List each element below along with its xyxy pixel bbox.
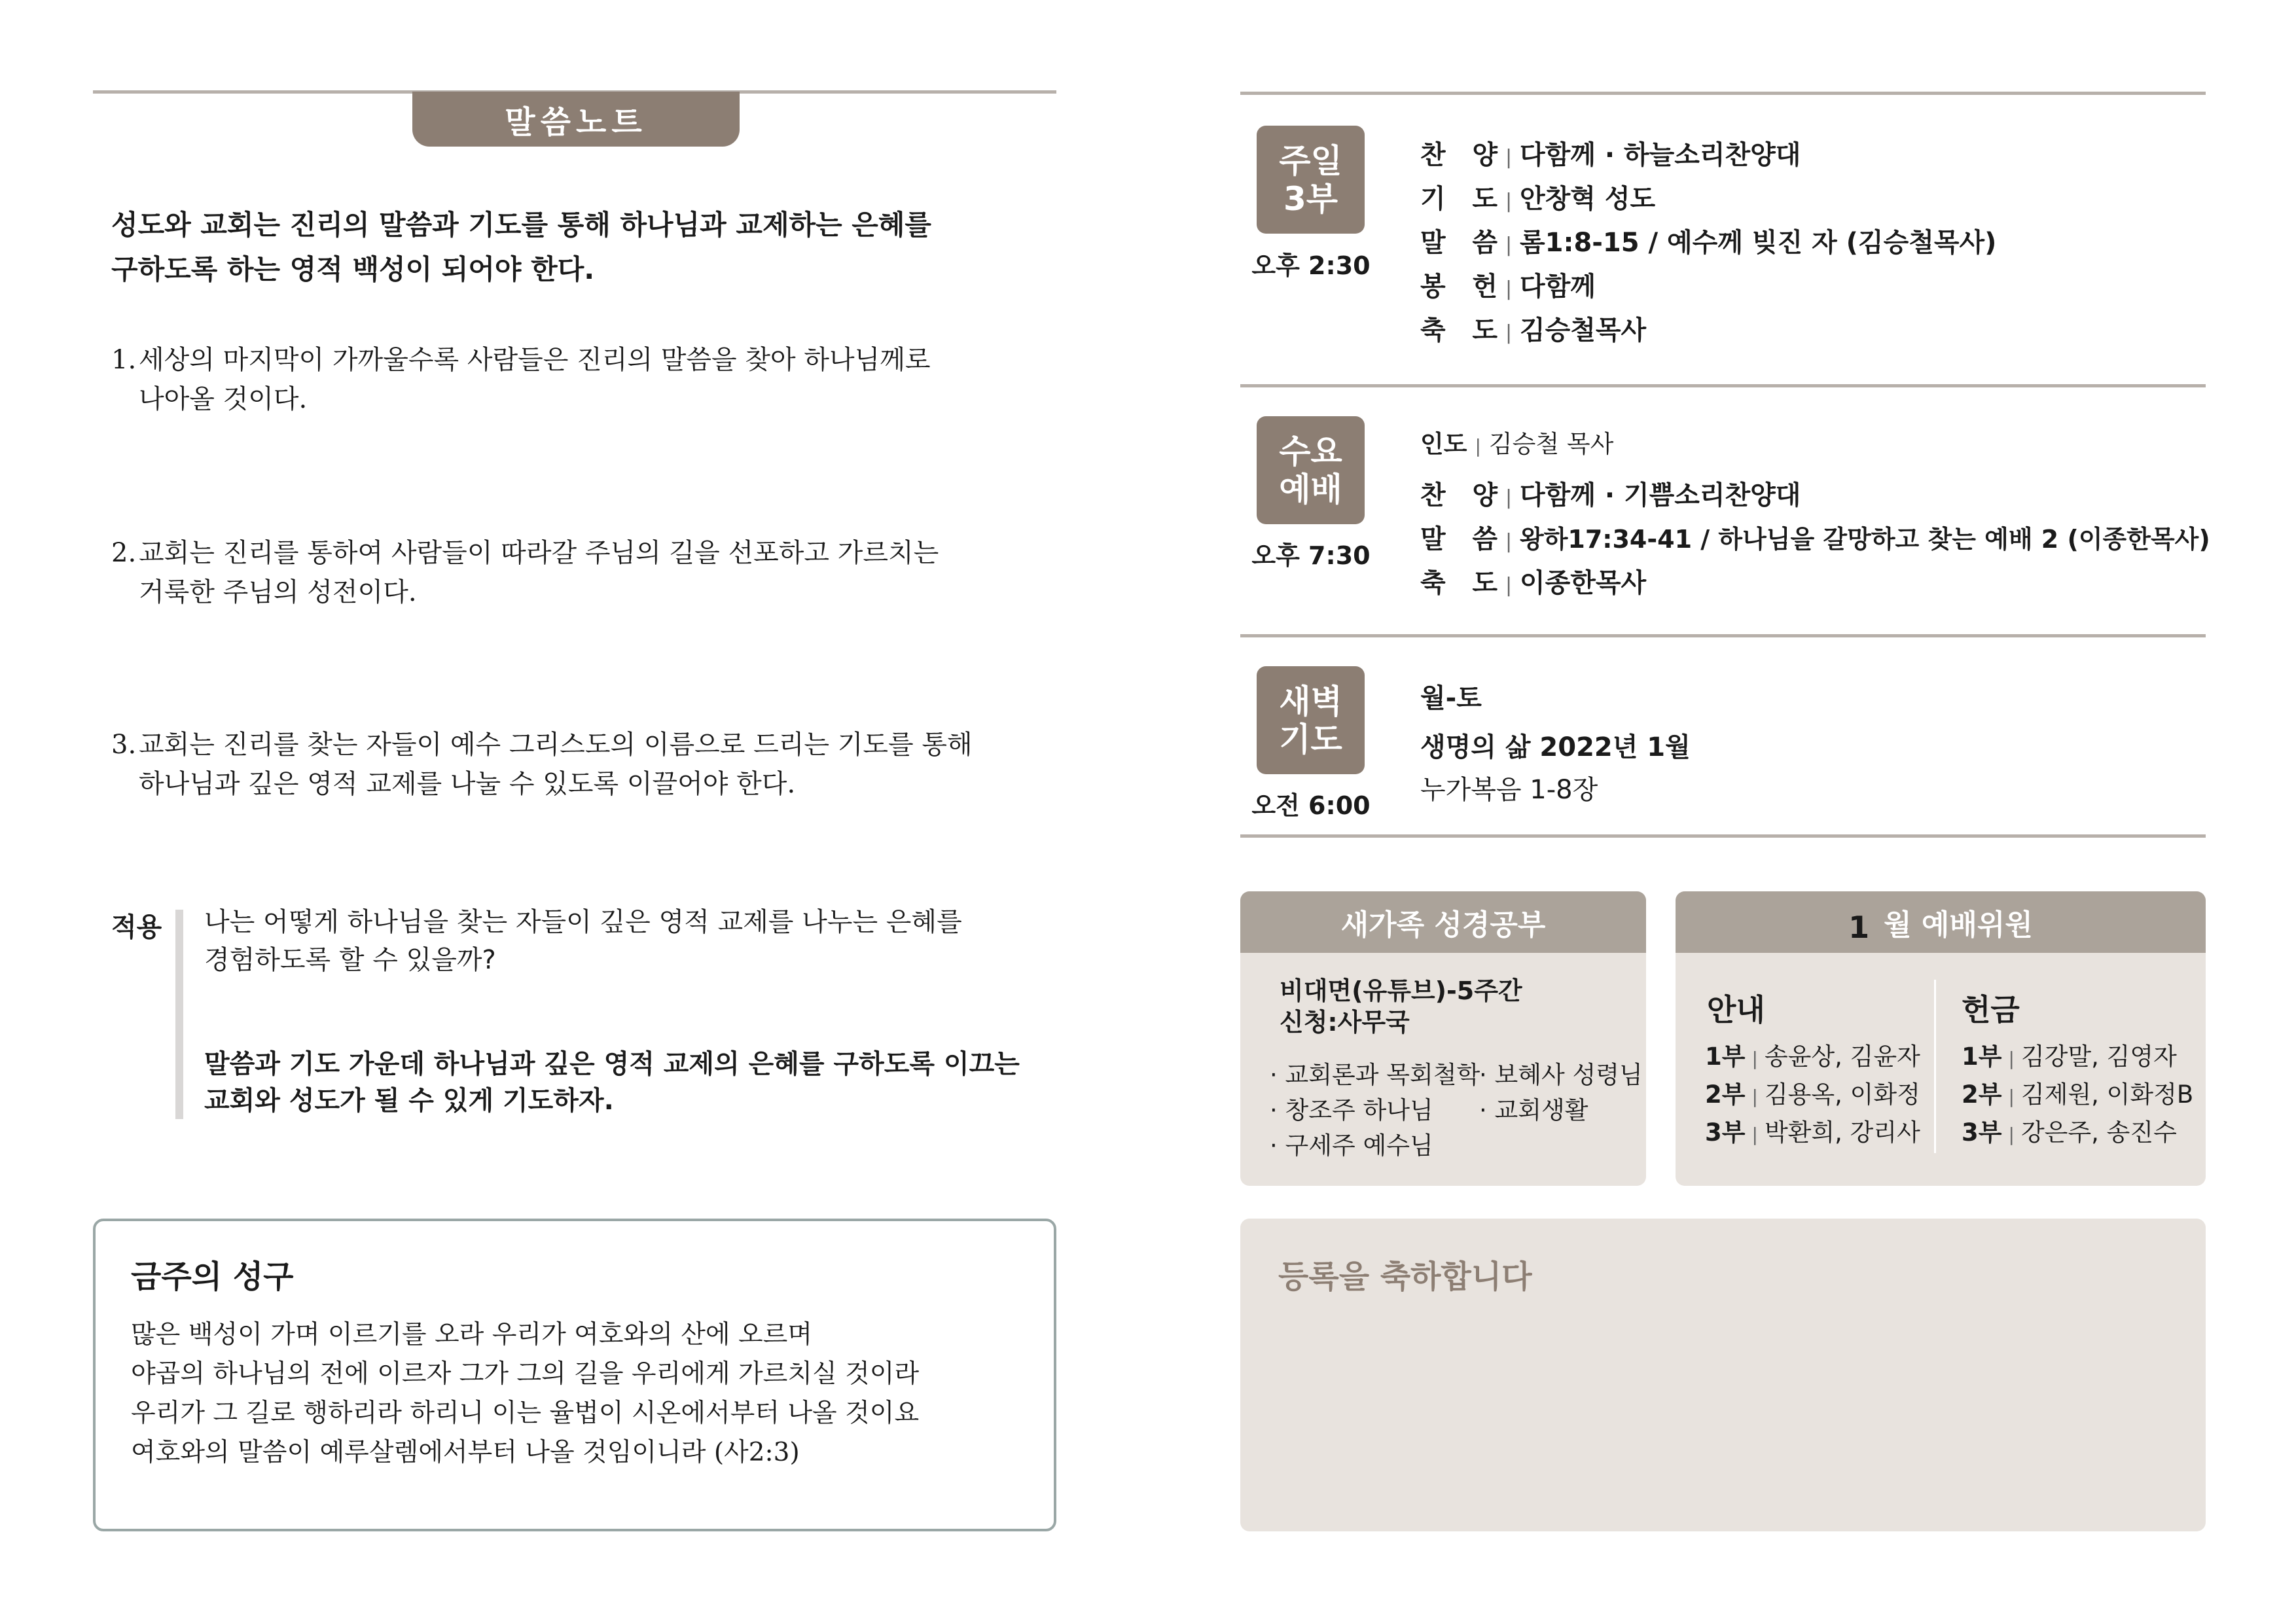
top-rule-right [1240, 92, 2206, 95]
member-names: 박환희, 강리사 [1764, 1118, 1920, 1147]
badge-line: 주일 [1279, 141, 1342, 180]
row-label-char: 봉 [1420, 272, 1446, 302]
part-label: 3부 [1962, 1118, 2002, 1147]
sunday-row-prayer [1420, 178, 1655, 215]
row-separator: | [1505, 190, 1513, 213]
point-line: 교회는 진리를 통하여 사람들이 따라갈 주님의 길을 선포하고 가르치는 [139, 538, 939, 568]
dawn-prayer-time: 오전 6:00 [1251, 791, 1371, 820]
committee-title: 월 예배위원 [1884, 908, 2033, 942]
committee-month: 1 [1848, 910, 1870, 945]
row-label-char: 기 [1420, 184, 1446, 214]
badge-line: 기도 [1279, 720, 1342, 758]
member-names: 송윤상, 김윤자 [1764, 1043, 1920, 1071]
part-label: 2부 [1705, 1080, 1746, 1109]
bible-study-topic: · 교회생활 [1479, 1096, 1588, 1124]
wednesday-row-sermon [1420, 518, 2210, 556]
lead-line: 성도와 교회는 진리의 말씀과 기도를 통해 하나님과 교제하는 은혜를 [111, 209, 931, 241]
badge-line: 수요 [1279, 432, 1342, 471]
sermon-note-tab: 말씀노트 [412, 92, 740, 147]
row-separator: | [1751, 1086, 1758, 1107]
wednesday-service-badge [1257, 416, 1365, 524]
wednesday-row-benediction [1420, 562, 1646, 599]
row-label-char: 찬 [1420, 480, 1446, 510]
welcome-title: 등록을 축하합니다 [1278, 1258, 1532, 1295]
member-names: 강은주, 송진수 [2020, 1118, 2177, 1147]
point-number: 2. [111, 538, 137, 568]
point-number: 1. [111, 345, 137, 375]
verse-line: 우리가 그 길로 행하리라 하리니 이는 율법이 시온에서부터 나올 것이요 [131, 1399, 920, 1428]
row-label-char: 헌 [1472, 272, 1498, 302]
row-label-char: 도 [1472, 568, 1498, 598]
usher-row [1705, 1113, 1920, 1148]
row-label-char: 축 [1420, 315, 1446, 346]
worship-committee-header [1676, 891, 2206, 953]
row-label-char: 씀 [1472, 228, 1498, 258]
row-separator: | [1751, 1124, 1758, 1145]
bible-study-info [1280, 975, 1646, 1038]
row-label-char: 찬 [1420, 140, 1446, 170]
verse-line: 야곱의 하나님의 전에 이르자 그가 그의 길을 우리에게 가르치실 것이라 [131, 1359, 920, 1389]
row-label-char: 양 [1472, 480, 1498, 510]
leader-label: 인도 [1420, 430, 1467, 458]
apply-prayer-line: 교회와 성도가 될 수 있게 기도하자. [204, 1086, 614, 1116]
member-names: 김용옥, 이화정 [1764, 1080, 1920, 1109]
row-label-char: 축 [1420, 568, 1446, 598]
row-separator: | [1505, 530, 1513, 553]
point-number: 3. [111, 730, 137, 760]
row-separator: | [1505, 574, 1513, 597]
dawn-book: 생명의 삶 2022년 1월 [1420, 732, 1691, 762]
leader-value: 김승철 목사 [1488, 430, 1614, 458]
badge-line: 3부 [1283, 179, 1338, 218]
point-line: 나아올 것이다. [139, 384, 308, 414]
sermon-lead [111, 203, 1014, 292]
usher-row [1705, 1075, 1920, 1110]
member-names: 김제원, 이화정B [2020, 1080, 2194, 1109]
row-separator: | [1505, 277, 1513, 300]
point-line: 세상의 마지막이 가까울수록 사람들은 진리의 말씀을 찾아 하나님께로 [139, 345, 931, 375]
dawn-prayer-badge [1257, 666, 1365, 774]
sunday-service-badge [1257, 126, 1365, 234]
section-rule [1240, 384, 2206, 387]
bible-study-topic: · 보혜사 성령님 [1479, 1061, 1643, 1089]
apply-divider [175, 910, 183, 1119]
dawn-days: 월-토 [1420, 683, 1482, 713]
offering-title: 헌금 [1962, 992, 2020, 1027]
apply-question-line: 나는 어떻게 하나님을 찾는 자들이 깊은 영적 교제를 나누는 은혜를 [204, 907, 962, 937]
bible-study-topic: · 창조주 하나님 [1270, 1096, 1433, 1124]
section-rule [1240, 634, 2206, 637]
bible-study-mode: 비대면(유튜브)-5주간 [1280, 976, 1522, 1005]
welcome-panel [1240, 1219, 2206, 1531]
weekly-verse-text [131, 1315, 1034, 1472]
apply-question [204, 903, 1029, 979]
row-separator: | [2008, 1086, 2015, 1107]
verse-line: 많은 백성이 가며 이르기를 오라 우리가 여호와의 산에 오르며 [131, 1320, 813, 1349]
ushers-title: 안내 [1707, 992, 1765, 1027]
committee-divider [1934, 980, 1936, 1153]
point-line: 교회는 진리를 찾는 자들이 예수 그리스도의 이름으로 드리는 기도를 통해 [139, 730, 973, 760]
verse-line: 여호와의 말씀이 예루살렘에서부터 나올 것임이니라 (사2:3) [131, 1438, 800, 1467]
sermon-point-1 [111, 340, 1041, 419]
row-value: 안창혁 성도 [1520, 184, 1656, 214]
sermon-point-3 [111, 725, 1041, 804]
row-separator: | [2008, 1124, 2015, 1145]
row-separator: | [1751, 1048, 1758, 1069]
part-label: 1부 [1962, 1043, 2002, 1071]
bible-study-apply: 신청:사무국 [1280, 1008, 1410, 1037]
worship-committee-panel [1676, 891, 2206, 1186]
row-value: 다함께 · 기쁨소리찬양대 [1520, 480, 1801, 510]
wednesday-row-praise [1420, 474, 1801, 512]
apply-question-line: 경험하도록 할 수 있을까? [204, 945, 496, 975]
row-value: 롬1:8-15 / 예수께 빚진 자 (김승철목사) [1520, 228, 1997, 258]
sunday-service-time: 오후 2:30 [1251, 251, 1371, 280]
row-value: 다함께 [1520, 272, 1596, 302]
section-rule [1240, 834, 2206, 838]
row-label-char: 양 [1472, 140, 1498, 170]
offering-row [1962, 1075, 2193, 1110]
row-separator: | [1505, 321, 1513, 344]
row-label-char: 도 [1472, 184, 1498, 214]
lead-line: 구하도록 하는 영적 백성이 되어야 한다. [111, 253, 595, 285]
bible-study-topic: · 교회론과 목회철학 [1270, 1061, 1480, 1089]
part-label: 2부 [1962, 1080, 2002, 1109]
part-label: 1부 [1705, 1043, 1746, 1071]
row-separator: | [1505, 146, 1513, 169]
apply-prayer [204, 1046, 1055, 1119]
apply-prayer-line: 말씀과 기도 가운데 하나님과 깊은 영적 교제의 은혜를 구하도록 이끄는 [204, 1049, 1020, 1079]
badge-line: 새벽 [1279, 682, 1342, 721]
row-value: 왕하17:34-41 / 하나님을 갈망하고 찾는 예배 2 (이종한목사) [1520, 525, 2210, 554]
dawn-passage: 누가복음 1-8장 [1420, 775, 1598, 805]
sunday-row-sermon [1420, 222, 1996, 259]
leader-separator: | [1475, 435, 1481, 457]
row-value: 이종한목사 [1520, 568, 1647, 598]
point-line: 하나님과 깊은 영적 교제를 나눌 수 있도록 이끌어야 한다. [139, 769, 796, 799]
row-value: 다함께 · 하늘소리찬양대 [1520, 140, 1801, 170]
bible-study-title: 새가족 성경공부 [1240, 891, 1646, 953]
row-label-char: 말 [1420, 228, 1446, 258]
apply-label: 적용 [111, 912, 162, 942]
bible-study-panel [1240, 891, 1646, 1186]
weekly-verse-title: 금주의 성구 [131, 1258, 294, 1295]
sermon-point-2 [111, 533, 1041, 612]
row-separator: | [1505, 486, 1513, 509]
sunday-row-benediction [1420, 310, 1646, 347]
row-separator: | [1505, 234, 1513, 257]
offering-row [1962, 1113, 2177, 1148]
bible-study-topic: · 구세주 예수님 [1270, 1132, 1433, 1160]
offering-row [1962, 1037, 2177, 1072]
sunday-row-offering [1420, 266, 1596, 303]
wednesday-leader [1420, 424, 1613, 459]
part-label: 3부 [1705, 1118, 1746, 1147]
usher-row [1705, 1037, 1920, 1072]
sunday-row-praise [1420, 134, 1801, 171]
point-line: 거룩한 주님의 성전이다. [139, 577, 417, 607]
wednesday-service-time: 오후 7:30 [1251, 541, 1371, 570]
row-label-char: 씀 [1472, 524, 1498, 554]
badge-line: 예배 [1279, 470, 1342, 508]
row-value: 김승철목사 [1520, 315, 1647, 346]
row-separator: | [2008, 1048, 2015, 1069]
row-label-char: 말 [1420, 524, 1446, 554]
member-names: 김강말, 김영자 [2020, 1043, 2177, 1071]
row-label-char: 도 [1472, 315, 1498, 346]
